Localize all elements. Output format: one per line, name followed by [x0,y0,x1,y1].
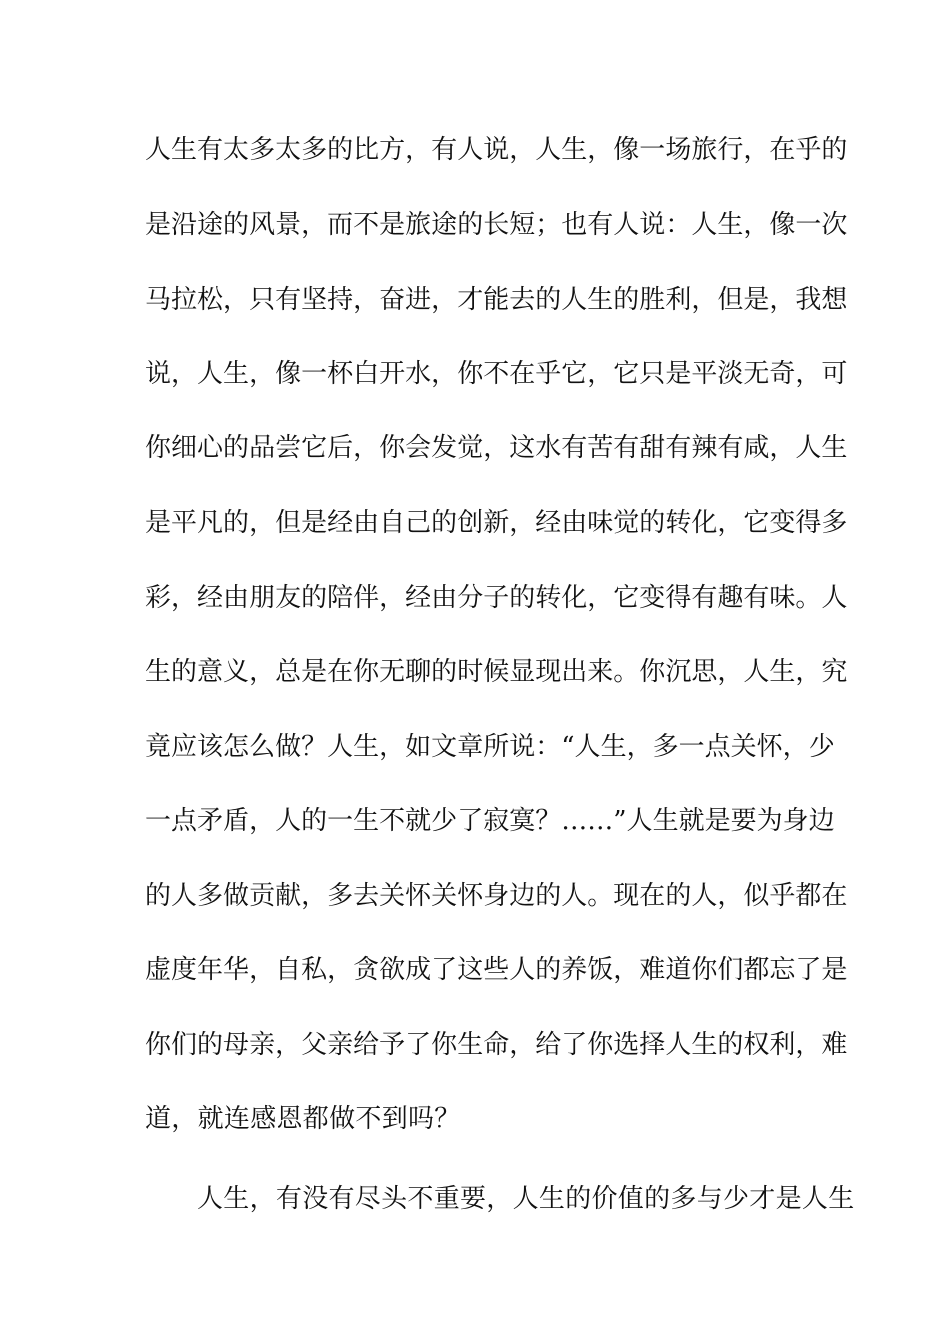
text-line: 虚 度 年 华 ， 自 私 ， 贪 欲 成 了 这 些 人 的 养 饭 ， 难 道 你 们 都 忘 了 是 [145,955,848,985]
paragraph-first-line: 人生，有没有尽头不重要，人生的价值的多与少才是人生 [197,1184,855,1214]
text-line: 说 ， 人 生 ， 像 一 杯 白 开 水 ， 你 不 在 乎 它 ， 它 只 是 平 淡 无 奇 ， 可 [145,359,848,389]
text-line: 人 生 有 太 多 太 多 的 比 方 ， 有 人 说 ， 人 生 ， 像 一 场 旅 行 ， 在 乎 的 [145,135,848,165]
text-line: 是 平 凡 的 ， 但 是 经 由 自 己 的 创 新 ， 经 由 味 觉 的 转 化 ， 它 变 得 多 [145,508,848,538]
text-line: 道，就连感恩都做不到吗？ [145,1104,461,1134]
text-line: 马 拉 松 ， 只 有 坚 持 ， 奋 进 ， 才 能 去 的 人 生 的 胜 利 ， 但 是 ， 我 想 [145,285,848,315]
text-line: 一 点 矛 盾 ， 人 的 一 生 不 就 少 了 寂 寞 ？ … … ” 人 生 就 是 要 为 身 边 [145,806,835,836]
text-line: 彩 ， 经 由 朋 友 的 陪 伴 ， 经 由 分 子 的 转 化 ， 它 变 得 有 趣 有 味 。 人 [145,583,848,613]
text-line: 的 人 多 做 贡 献 ， 多 去 关 怀 关 怀 身 边 的 人 。 现 在 的 人 ， 似 乎 都 在 [145,881,848,911]
text-line: 你 细 心 的 品 尝 它 后 ， 你 会 发 觉 ， 这 水 有 苦 有 甜 有 辣 有 咸 ， 人 生 [145,433,848,463]
text-line: 生 的 意 义 ， 总 是 在 你 无 聊 的 时 候 显 现 出 来 。 你 沉 思 ， 人 生 ， 究 [145,657,848,687]
text-line: 竟 应 该 怎 么 做 ？ 人 生 ， 如 文 章 所 说 ： “ 人 生 ， 多 一 点 关 怀 ， 少 [145,732,835,762]
text-line: 你 们 的 母 亲 ， 父 亲 给 予 了 你 生 命 ， 给 了 你 选 择 人 生 的 权 利 ， 难 [145,1030,848,1060]
text-line: 是 沿 途 的 风 景 ， 而 不 是 旅 途 的 长 短 ； 也 有 人 说 ： 人 生 ， 像 一 次 [145,210,848,240]
